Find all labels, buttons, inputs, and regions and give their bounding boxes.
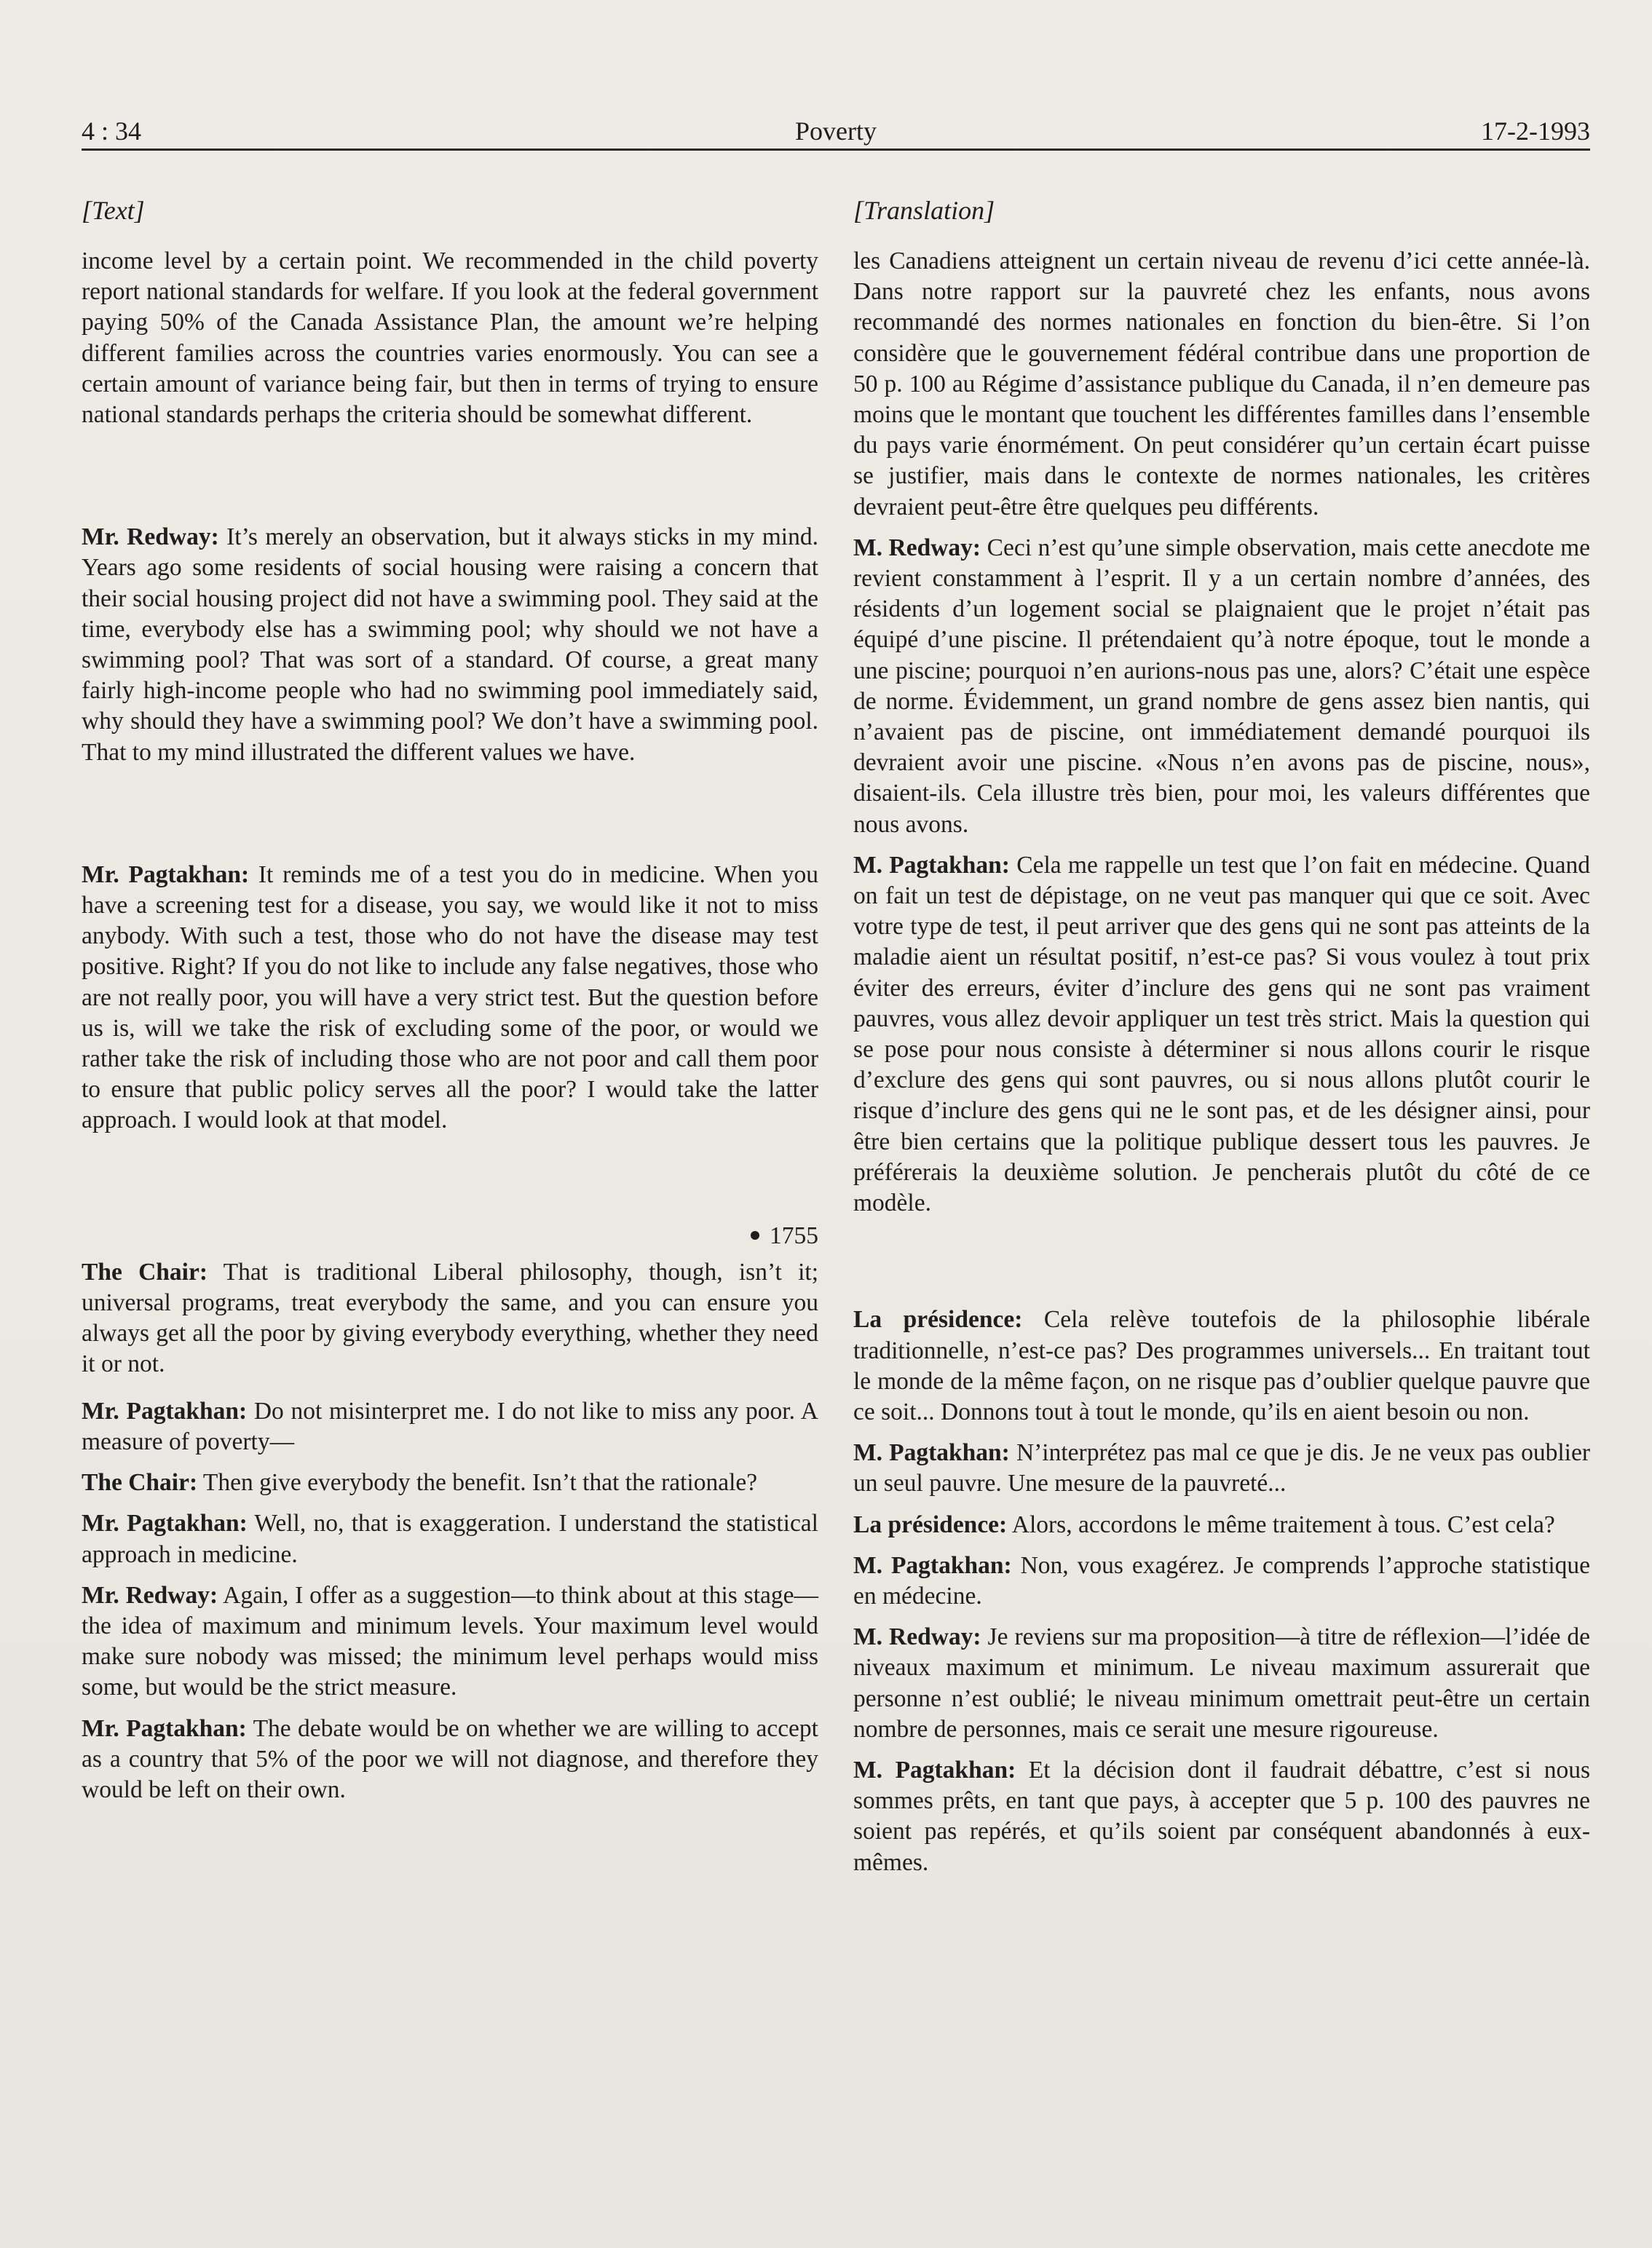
page-reference: 4 : 34 xyxy=(82,116,142,146)
paragraph-continuation: income level by a certain point. We recommended in the child poverty report national standards for welfare. If you look at the federal government paying 50% of the Canada Assistance Plan, the amount we’re helping different families across the countries varies enormously. You can see a certain amount of variance being fair, but then in terms of trying to ensure national standards perhaps the criteria should be somewhat different. xyxy=(82,248,818,429)
paragraph-redway-1 xyxy=(853,533,1590,840)
speech-text: Et la décision dont il faudrait débattre, c’est si nous sommes prêts, en tant que pays, à accepter que 5 p. 100 des pauvres ne soient pas repérés, et qu’ils soient par conséquent abandonnés à eux-mêmes. xyxy=(853,1756,1590,1876)
column-label-text: [Text] xyxy=(82,196,145,225)
speech-text: That is traditional Liberal philosophy, though, isn’t it; universal programs, treat everybody the same, and you can ensure you always get all the poor by giving everybody everything, whether they need it or not. xyxy=(82,1258,818,1378)
paragraph-pagtakhan-2 xyxy=(82,1396,818,1457)
paragraph-pagtakhan-4 xyxy=(853,1755,1590,1878)
header-date: 17-2-1993 xyxy=(1481,116,1590,146)
header-title: Poverty xyxy=(795,116,877,146)
speech-text: It reminds me of a test you do in medicine. When you have a screening test for a disease, you say, we would like it not to miss anybody. With such a test, those who do not have the disease may test positive. Right? If you do not like to include any false negatives, those who are not really poor, you will have a very strict test. But the question before us is, will we take the risk of excluding some of the poor, or would we rather take the risk of including those who are not poor and call them poor to ensure that public policy serves all the poor? I would take the latter approach. I would look at that model. xyxy=(82,860,818,1134)
paragraph-pagtakhan-3 xyxy=(82,1508,818,1570)
speaker-name: Mr. Redway: xyxy=(82,1581,218,1609)
column-label-translation: [Translation] xyxy=(853,196,995,225)
speech-text: It’s merely an observation, but it always sticks in my mind. Years ago some residents of social housing were raising a concern that their social housing project did not have a swimming pool. They said at the time, everybody else has a swimming pool; why should we not have a swimming pool? That was sort of a standard. Of course, a great many fairly high-income people who had no swimming pool immediately said, why should they have a swimming pool? We don’t have a swimming pool. That to my mind illustrated the different values we have. xyxy=(82,523,818,766)
speech-text: N’interprétez pas mal ce que je dis. Je ne veux pas oublier un seul pauvre. Une mesure de la pauvreté... xyxy=(853,1439,1590,1497)
speech-text: Well, no, that is exaggeration. I understand the statistical approach in medicine. xyxy=(82,1510,818,1568)
paragraph-redway-2 xyxy=(82,1580,818,1703)
speech-text: Je reviens sur ma proposition—à titre de réflexion—l’idée de niveaux maximum et minimum. Le niveau maximum assurerait que personne n’est oublié; le niveau minimum omettrait peut-être un certain nombre de personnes, mais ce serait une mesure rigoureuse. xyxy=(853,1623,1590,1743)
speech-text: Then give everybody the benefit. Isn’t that the rationale? xyxy=(197,1469,758,1497)
speech-text: Non, vous exagérez. Je comprends l’approche statistique en médecine. xyxy=(853,1551,1590,1610)
paragraph-redway-1 xyxy=(82,522,818,768)
speaker-name: La présidence: xyxy=(853,1306,1023,1334)
paragraph-pagtakhan-1 xyxy=(82,860,818,1136)
paragraph-chair-1 xyxy=(853,1305,1590,1428)
speaker-name: M. Redway: xyxy=(853,534,981,561)
speaker-name: Mr. Pagtakhan: xyxy=(82,1397,248,1425)
speaker-name: Mr. Pagtakhan: xyxy=(82,1714,247,1742)
bullet-icon xyxy=(751,1231,759,1240)
paragraph-continuation: les Canadiens atteignent un certain niveau de revenu d’ici cette année-là. Dans notre rapport sur la pauvreté chez les enfants, nous avons recommandé des normes nationales en fonction du bien-être. Si l’on considère que le gouvernement fédéral contribue dans une proportion de 50 p. 100 au Régime d’assistance publique du Canada, il n’en demeure pas moins que le montant que touchent les différentes familles dans l’ensemble du pays varie énormément. On peut considérer qu’un certain écart puisse se justifier, mais dans le contexte de normes nationales, les critères devraient peut-être être quelques peu différents. xyxy=(853,248,1590,521)
english-column xyxy=(82,195,818,1805)
speech-text: Again, I offer as a suggestion—to think about at this stage—the idea of maximum and minimum levels. Your maximum level would make sure nobody was missed; the minimum level perhaps would miss some, but would be the strict measure. xyxy=(82,1581,818,1701)
french-column xyxy=(853,195,1590,1878)
paragraph-pagtakhan-3 xyxy=(853,1551,1590,1612)
time-marker-value: 1755 xyxy=(770,1222,818,1249)
paragraph-chair-1 xyxy=(82,1257,818,1380)
speaker-name: M. Redway: xyxy=(853,1623,981,1651)
paragraph-chair-2 xyxy=(82,1468,818,1498)
speaker-name: Mr. Pagtakhan: xyxy=(82,860,250,888)
paragraph-chair-2 xyxy=(853,1510,1590,1540)
speech-text: Ceci n’est qu’une simple observation, mais cette anecdote me revient constamment à l’esprit. Il y a un certain nombre d’années, des résidents d’un logement social se plaignaient que le projet n’était pas équipé d’une piscine. Il prétendaient qu’à notre époque, tout le monde a une piscine; pourquoi n’en aurions-nous pas une, alors? C’était une espèce de norme. Évidemment, un grand nombre de gens assez bien nantis, qui n’avaient pas de piscine, ont immédiatement demandé pourquoi ils devraient avoir une piscine. «Nous n’en avons pas de piscine, nous», disaient-ils. Cela illustre très bien, pour moi, les valeurs différentes que nous avons. xyxy=(853,534,1590,838)
page-header xyxy=(82,114,1590,150)
speaker-name: Mr. Pagtakhan: xyxy=(82,1510,248,1537)
paragraph-pagtakhan-1 xyxy=(853,850,1590,1219)
header-rule xyxy=(82,149,1590,151)
paragraph-pagtakhan-4 xyxy=(82,1714,818,1806)
paragraph-pagtakhan-2 xyxy=(853,1438,1590,1499)
paragraph-redway-2 xyxy=(853,1622,1590,1745)
speaker-name: The Chair: xyxy=(82,1469,198,1497)
speaker-name: La présidence: xyxy=(853,1511,1008,1538)
speech-text: The debate would be on whether we are willing to accept as a country that 5% of the poor we will not diagnose, and therefore they would be left on their own. xyxy=(82,1714,818,1803)
speaker-name: The Chair: xyxy=(82,1258,208,1286)
speaker-name: M. Pagtakhan: xyxy=(853,1439,1010,1467)
speaker-name: M. Pagtakhan: xyxy=(853,1756,1016,1784)
speech-text: Cela me rappelle un test que l’on fait en médecine. Quand on fait un test de dépistage, on ne veut pas manquer qui que ce soit. Avec votre type de test, il peut arriver que des gens qui ne sont pas atteints de la maladie aient un résultat positif, n’est-ce pas? Si vous voulez à tout prix éviter des erreurs, éviter d’inclure des gens qui ne sont pas vraiment pauvres, vous allez devoir appliquer un test très strict. Mais la question qui se pose pour nous consiste à déterminer si nous allons courir le risque d’exclure des gens qui sont pauvres, ou si nous allons plutôt courir le risque d’inclure des gens qui ne le sont pas, et de les désigner ainsi, pour être bien certains que la politique publique dessert tous les pauvres. Je préférerais la deuxième solution. Je pencherais plutôt du côté de ce modèle. xyxy=(853,851,1590,1217)
speech-text: Do not misinterpret me. I do not like to miss any poor. A measure of poverty— xyxy=(82,1397,818,1455)
time-marker xyxy=(82,1221,818,1251)
speaker-name: M. Pagtakhan: xyxy=(853,851,1010,879)
speaker-name: Mr. Redway: xyxy=(82,523,219,551)
speech-text: Cela relève toutefois de la philosophie libérale traditionnelle, n’est-ce pas? Des programmes universels... En traitant tout le monde de la même façon, on ne risque pas d’oublier quelque pauvre que ce soit... Donnons tout à tout le monde, qu’ils en aient besoin ou non. xyxy=(853,1306,1590,1425)
speaker-name: M. Pagtakhan: xyxy=(853,1551,1012,1579)
speech-text: Alors, accordons le même traitement à tous. C’est cela? xyxy=(1007,1511,1555,1538)
